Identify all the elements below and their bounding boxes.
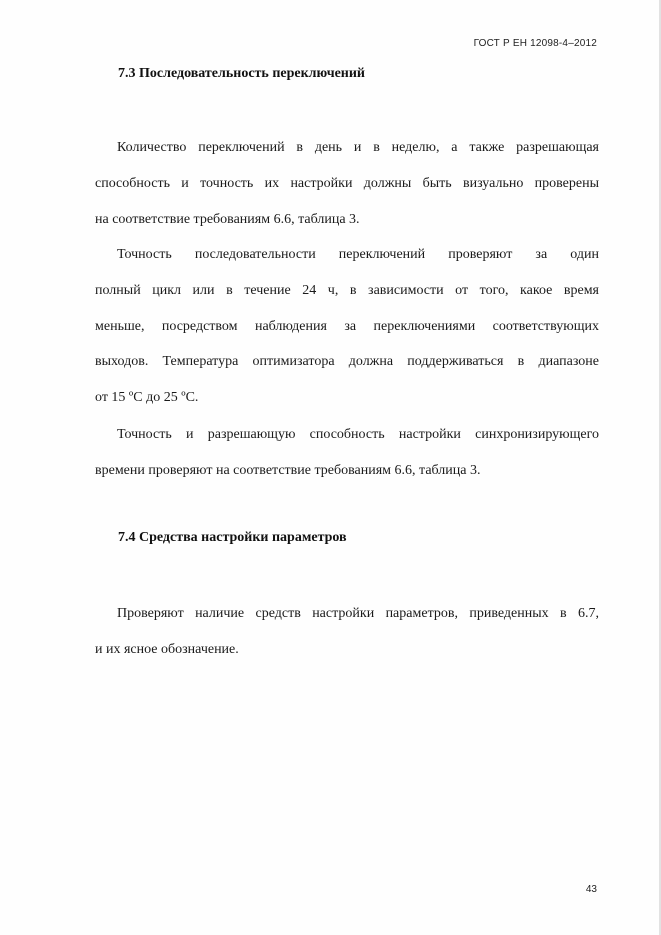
text-line: Точность и разрешающую способность настройки синхронизирующего (117, 427, 599, 442)
section-7-3-heading: 7.3 Последовательность переключений (118, 66, 366, 81)
text-line: способность и точность их настройки должны быть визуально проверены (95, 175, 599, 191)
text-line: Количество переключений в день и в неделю, а также разрешающая (117, 140, 599, 155)
text-line: на соответствие требованиям 6.6, таблица 3. (95, 211, 360, 227)
section-7-4-heading: 7.4 Средства настройки параметров (118, 530, 347, 545)
section-7-4-paragraph-1 (95, 596, 599, 668)
document-code: ГОСТ Р ЕН 12098-4–2012 (473, 38, 597, 49)
text-line: времени проверяют на соответствие требованиям 6.6, таблица 3. (95, 462, 481, 478)
text-line: меньше, посредством наблюдения за переключениями соответствующих (95, 318, 599, 334)
text-line: от 15 ºC до 25 ºC. (95, 390, 199, 406)
page-number: 43 (585, 884, 597, 895)
text-line: выходов. Температура оптимизатора должна поддерживаться в диапазоне (95, 354, 599, 370)
section-7-3-paragraph-1 (95, 130, 599, 237)
text-line: Проверяют наличие средств настройки параметров, приведенных в 6.7, (117, 606, 599, 621)
section-7-3-paragraph-3 (95, 417, 599, 489)
text-line: Точность последовательности переключений проверяют за один (117, 247, 599, 262)
text-line: и их ясное обозначение. (95, 641, 239, 657)
section-7-3-paragraph-2 (95, 237, 599, 416)
text-line: полный цикл или в течение 24 ч, в зависимости от того, какое время (95, 282, 599, 298)
